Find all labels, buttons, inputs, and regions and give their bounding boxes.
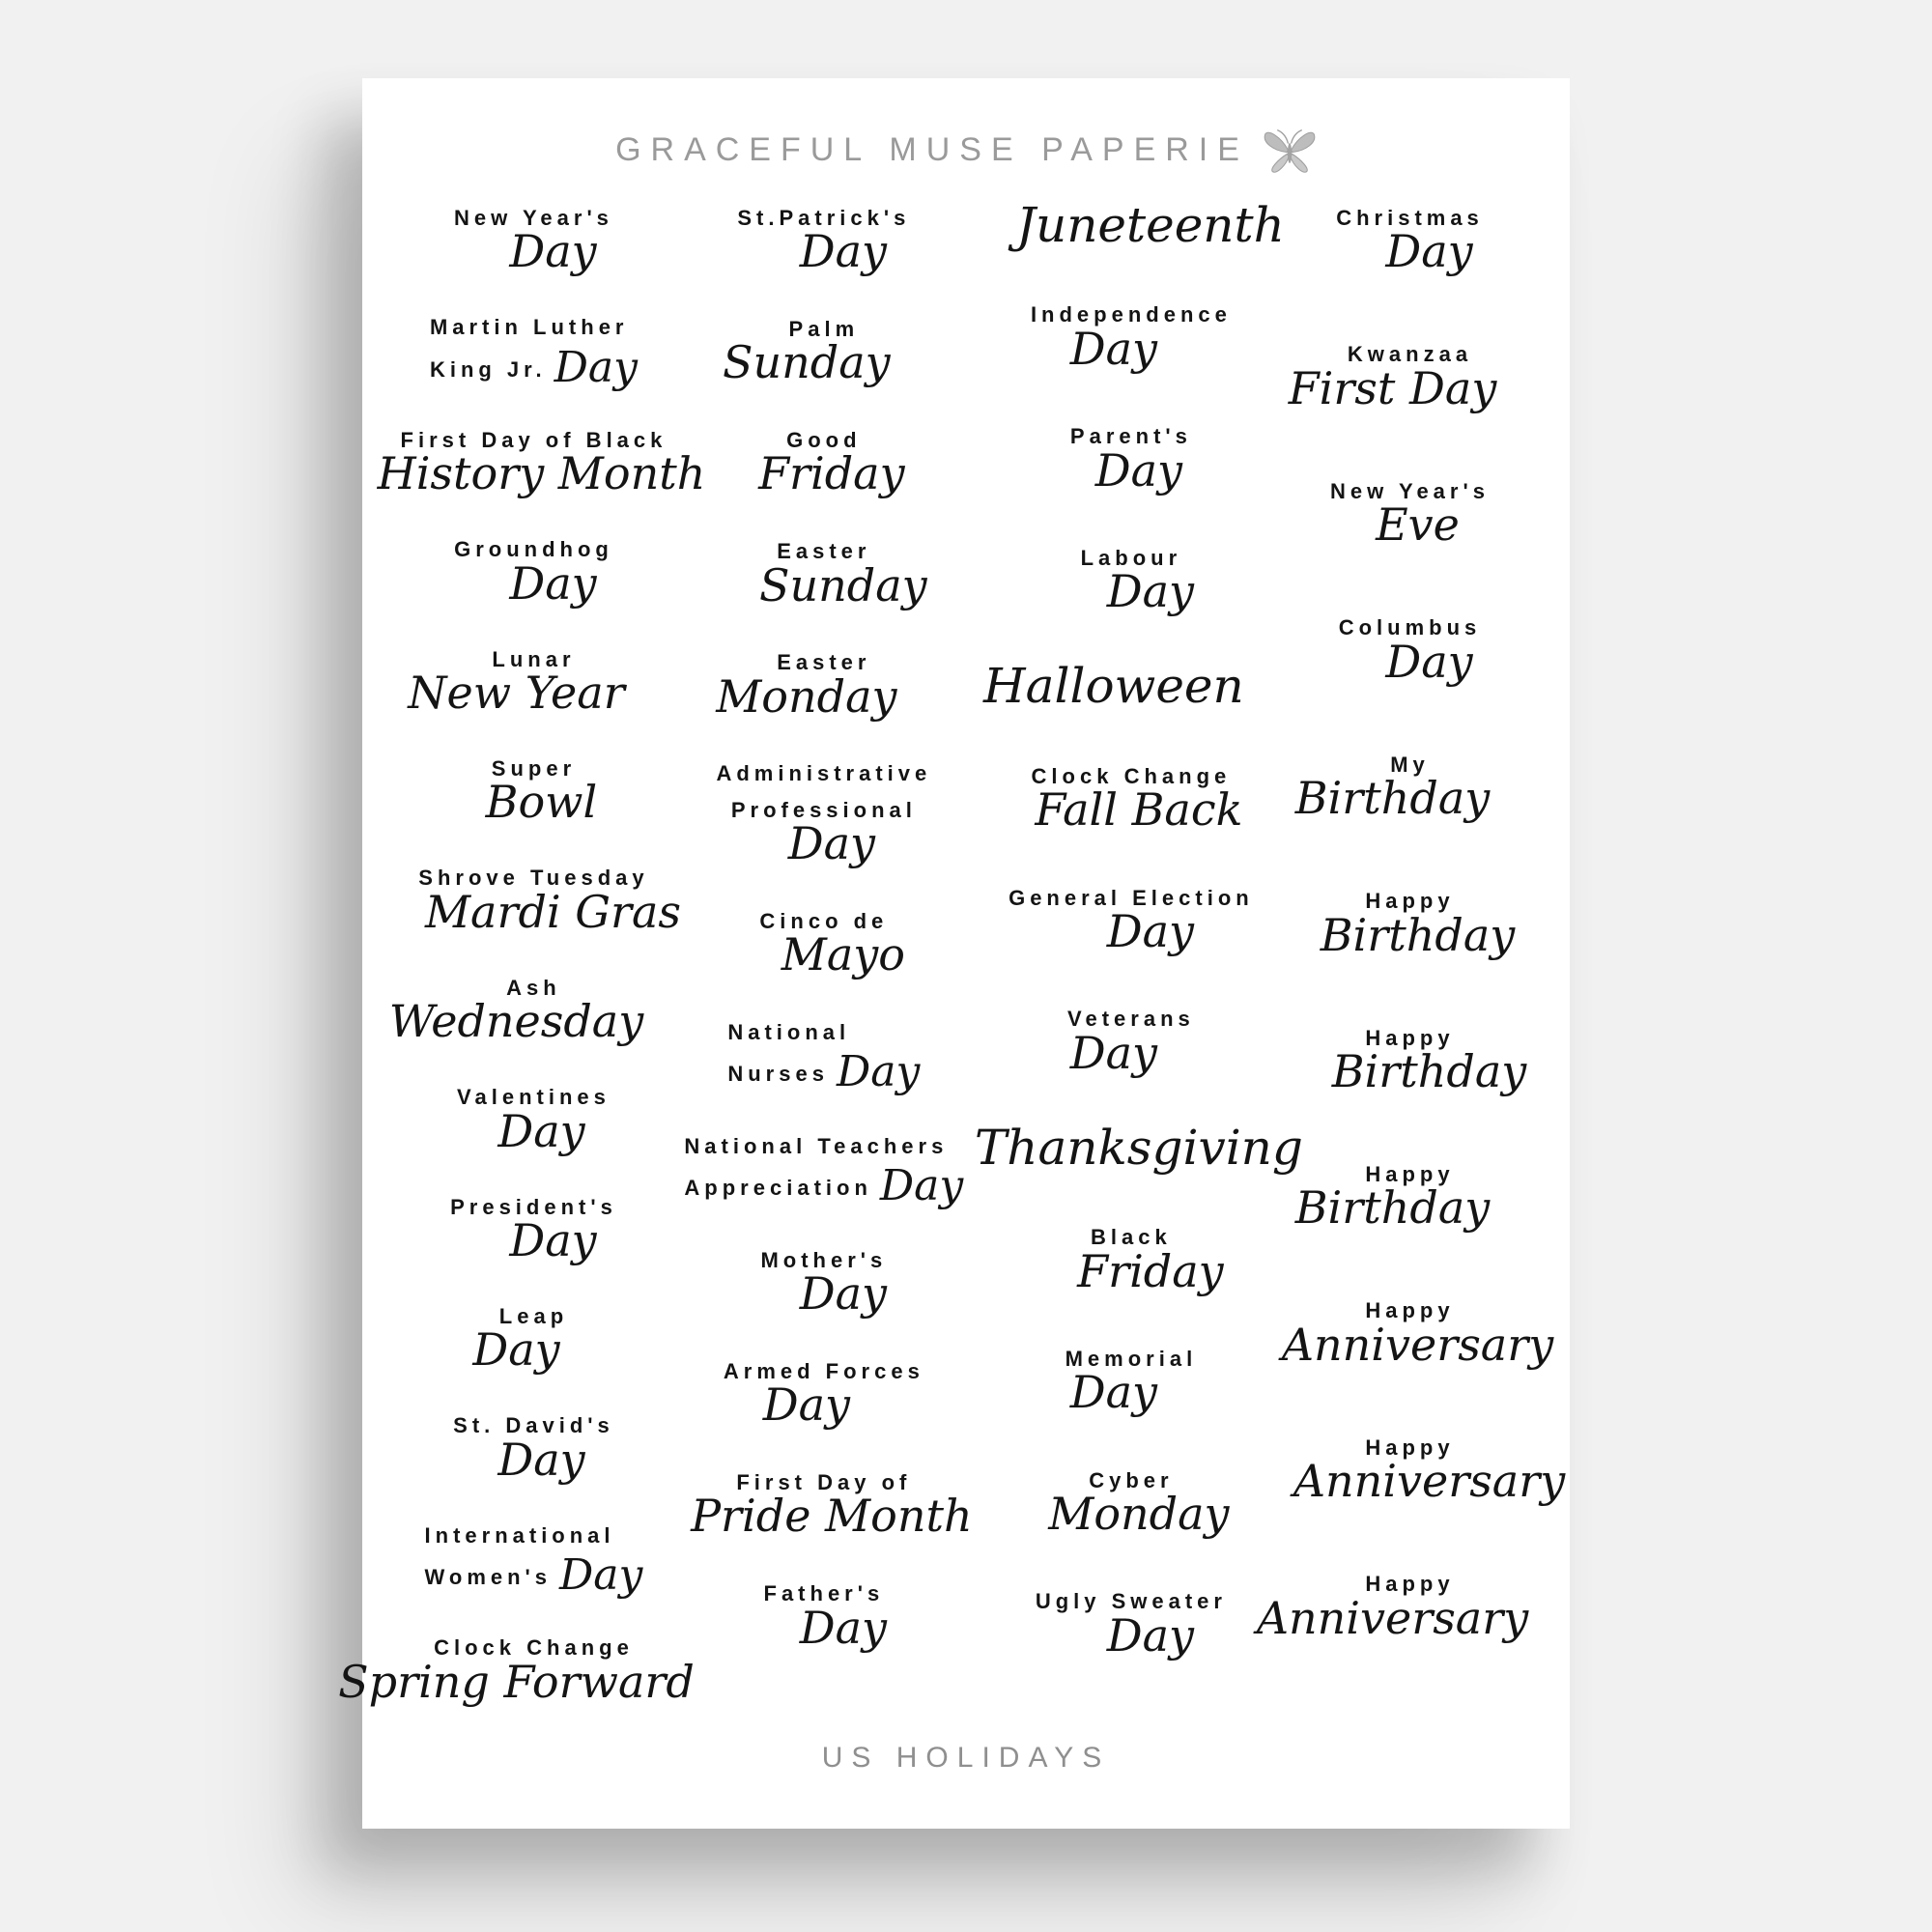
holiday-sticker: [1040, 1463, 1230, 1541]
column-4: [1256, 194, 1566, 1705]
holiday-label: Veterans: [1067, 1007, 1195, 1032]
holiday-sticker: [478, 751, 598, 829]
holiday-script: Anniversary: [1256, 1591, 1529, 1644]
holiday-label: Labour: [1080, 545, 1182, 570]
holiday-sticker: [1330, 473, 1490, 552]
holiday-sticker: [454, 531, 613, 610]
holiday-sticker: [388, 970, 662, 1048]
holiday-script: Day: [509, 556, 597, 610]
holiday-label: Groundhog: [454, 537, 613, 562]
holiday-label: Christmas: [1336, 206, 1484, 230]
holiday-sticker: [1336, 200, 1484, 278]
holiday-label: Cinco de: [759, 908, 889, 933]
holiday-label-line: [727, 1014, 920, 1050]
holiday-script: Day: [1385, 225, 1473, 278]
holiday-sticker: [1294, 1156, 1507, 1235]
holiday-script: Day: [1385, 635, 1473, 688]
holiday-script: Birthday: [1320, 908, 1516, 961]
holiday-script: Day: [799, 1601, 887, 1654]
holiday-script: Day: [472, 1323, 560, 1377]
holiday-sticker: [1035, 1583, 1227, 1662]
holiday-sticker: [737, 200, 911, 278]
holiday-label: Administrative: [716, 761, 932, 786]
holiday-label: Black: [1091, 1225, 1172, 1250]
holiday-sticker: [1069, 418, 1192, 497]
holiday-sticker: [967, 1119, 1303, 1176]
holiday-sticker: [1027, 758, 1243, 837]
holiday-script: Pride Month: [691, 1490, 973, 1543]
holiday-label: Easter: [777, 539, 871, 564]
holiday-sticker: [683, 1464, 973, 1543]
holiday-sticker: [997, 197, 1285, 253]
holiday-label: Father's: [763, 1581, 885, 1606]
holiday-label: My: [1390, 752, 1430, 777]
holiday-sticker: [1058, 1219, 1224, 1297]
holiday-script: Friday: [1077, 1244, 1224, 1297]
holiday-sticker: [684, 1128, 964, 1211]
holiday-script: First Day: [1288, 361, 1497, 414]
holiday-script: Mardi Gras: [424, 885, 681, 938]
holiday-label: Martin Luther: [429, 315, 629, 340]
holiday-script: Wednesday: [388, 995, 644, 1048]
holiday-label: Memorial: [1065, 1347, 1198, 1371]
holiday-label: Valentines: [457, 1085, 611, 1110]
holiday-script: Mayo: [781, 928, 905, 981]
holiday-label: Happy: [1365, 1025, 1455, 1050]
holiday-sticker: [429, 309, 638, 392]
holiday-label: New Year's: [454, 206, 613, 230]
holiday-label: Appreciation: [684, 1176, 872, 1201]
holiday-label: Leap: [498, 1304, 569, 1328]
holiday-label-line: [425, 1518, 643, 1553]
holiday-script: Day: [1069, 322, 1158, 375]
brand-header: [362, 123, 1570, 177]
holiday-sticker: [763, 1576, 887, 1654]
butterfly-icon: [1263, 123, 1317, 177]
holiday-label-line: [684, 1128, 963, 1164]
holiday-script: Spring Forward: [338, 1655, 695, 1708]
holiday-script: New Year: [408, 667, 625, 720]
holiday-script: Day: [559, 1550, 643, 1601]
holiday-sticker: [983, 658, 1262, 715]
holiday-label: Nurses: [727, 1062, 829, 1087]
holiday-label: Happy: [1365, 889, 1455, 914]
holiday-script: Birthday: [1294, 1181, 1491, 1235]
holiday-script: Day: [509, 225, 597, 278]
holiday-sticker: [759, 903, 905, 981]
holiday-script: Day: [509, 1214, 597, 1266]
holiday-label: New Year's: [1330, 478, 1490, 503]
holiday-sticker: [1338, 610, 1482, 688]
column-2: [665, 194, 983, 1705]
sticker-columns: [338, 194, 1566, 1708]
holiday-label: Good: [786, 428, 862, 453]
holiday-label: Parent's: [1069, 424, 1192, 449]
holiday-label-line: [430, 309, 638, 345]
holiday-sticker: [408, 641, 641, 720]
holiday-sticker: [1065, 1341, 1198, 1419]
holiday-sticker: [1009, 880, 1254, 955]
holiday-label: Super: [491, 756, 577, 781]
holiday-script: Day: [762, 1378, 850, 1432]
holiday-script: Day: [799, 1267, 887, 1321]
holiday-label: Kwanzaa: [1347, 342, 1473, 367]
holiday-sticker: [1067, 1001, 1195, 1079]
holiday-label: Women's: [424, 1565, 553, 1590]
holiday-sticker: [370, 422, 706, 500]
holiday-script: Day: [787, 817, 875, 870]
holiday-label: Columbus: [1338, 615, 1482, 640]
holiday-script: Thanksgiving: [974, 1119, 1303, 1176]
holiday-sticker: [716, 644, 914, 723]
holiday-label: Clock Change: [434, 1635, 634, 1661]
holiday-script: Day: [836, 1047, 921, 1097]
holiday-label: Independence: [1030, 302, 1232, 327]
holiday-script: Day: [1106, 1608, 1195, 1662]
holiday-script: Day: [799, 225, 887, 278]
holiday-sticker: [751, 422, 905, 500]
holiday-label: Ash: [506, 975, 561, 1000]
holiday-label: National Teachers: [684, 1133, 949, 1158]
holiday-label: Palm: [788, 317, 860, 342]
holiday-sticker: [1313, 1020, 1527, 1097]
holiday-sticker: [338, 1630, 712, 1708]
holiday-label: Professional: [730, 797, 917, 822]
column-3: [974, 194, 1303, 1705]
holiday-label: First Day of Black: [400, 427, 668, 452]
holiday-script: Day: [1106, 904, 1195, 957]
holiday-script: Anniversary: [1293, 1455, 1566, 1508]
holiday-label: St. David's: [453, 1413, 614, 1438]
holiday-label: General Election: [1009, 885, 1254, 910]
holiday-script: Day: [1106, 565, 1195, 618]
holiday-sticker: [740, 533, 927, 611]
holiday-label: Armed Forces: [723, 1359, 924, 1384]
holiday-script: Day: [1069, 1366, 1158, 1419]
holiday-script: Sunday: [723, 336, 891, 389]
holiday-script: Monday: [1048, 1488, 1230, 1541]
holiday-label: Happy: [1365, 1572, 1455, 1597]
holiday-script: Day: [879, 1161, 964, 1211]
holiday-sticker: [716, 755, 932, 870]
holiday-script: Day: [554, 342, 638, 392]
holiday-sticker: [454, 200, 613, 278]
holiday-sticker: [723, 311, 908, 389]
holiday-label-line: [424, 1550, 643, 1601]
holiday-sticker: [723, 1353, 924, 1432]
holiday-sticker: [424, 1518, 643, 1601]
holiday-script: Day: [497, 1104, 585, 1157]
holiday-sticker: [450, 1189, 617, 1264]
holiday-script: Day: [497, 1433, 585, 1486]
holiday-script: History Month: [377, 447, 706, 500]
holiday-script: Anniversary: [1281, 1318, 1554, 1371]
holiday-sticker: [406, 860, 681, 938]
holiday-sticker: [457, 1079, 611, 1157]
holiday-label: Happy: [1365, 1298, 1455, 1323]
holiday-label: Cyber: [1089, 1467, 1174, 1492]
holiday-label: Easter: [777, 650, 871, 675]
holiday-sticker: [472, 1298, 577, 1377]
holiday-script: Sunday: [759, 558, 927, 611]
holiday-label: National: [727, 1019, 851, 1044]
holiday-sticker: [1080, 540, 1195, 618]
holiday-sticker: [453, 1407, 614, 1486]
holiday-script: Birthday: [1294, 772, 1491, 825]
holiday-label-line: [727, 1047, 921, 1097]
holiday-label: International: [424, 1522, 615, 1548]
holiday-label: Lunar: [492, 646, 576, 671]
holiday-label: Happy: [1365, 1161, 1455, 1186]
brand-name: GRACEFUL MUSE PAPERIE: [615, 130, 1249, 168]
holiday-label-line: [716, 755, 931, 791]
holiday-sticker: [1313, 883, 1516, 961]
holiday-sticker: [727, 1014, 921, 1097]
holiday-script: Halloween: [983, 658, 1244, 715]
holiday-sticker: [1288, 336, 1515, 414]
holiday-sticker: [1030, 297, 1232, 375]
holiday-label: King Jr.: [429, 356, 547, 382]
holiday-label: Happy: [1365, 1435, 1455, 1460]
holiday-label-line: [684, 1161, 964, 1211]
sticker-sheet: [338, 78, 1570, 1829]
holiday-script: Day: [1094, 443, 1183, 497]
holiday-sticker: [1256, 1566, 1546, 1644]
holiday-label: Clock Change: [1031, 763, 1232, 788]
holiday-script: Monday: [716, 669, 897, 723]
holiday-label-line: [429, 342, 638, 392]
holiday-script: Eve: [1376, 498, 1460, 552]
holiday-sticker: [1274, 1293, 1554, 1371]
holiday-sticker: [1274, 1430, 1566, 1508]
holiday-script: Day: [1069, 1026, 1158, 1079]
holiday-label: Shrove Tuesday: [418, 866, 649, 891]
holiday-sticker: [760, 1242, 888, 1321]
holiday-script: Birthday: [1331, 1044, 1527, 1097]
holiday-script: Fall Back: [1035, 783, 1243, 837]
holiday-label: St.Patrick's: [737, 206, 911, 230]
holiday-sticker: [1294, 747, 1507, 825]
column-1: [338, 194, 706, 1708]
holiday-label: President's: [450, 1194, 617, 1219]
holiday-script: Friday: [758, 447, 905, 500]
holiday-label: Ugly Sweater: [1035, 1589, 1227, 1614]
holiday-label: Mother's: [760, 1248, 888, 1272]
sheet-title: US HOLIDAYS: [821, 1742, 1111, 1774]
holiday-label: First Day of: [736, 1470, 912, 1495]
holiday-script: Bowl: [485, 776, 598, 829]
holiday-script: Juneteenth: [1015, 197, 1285, 253]
